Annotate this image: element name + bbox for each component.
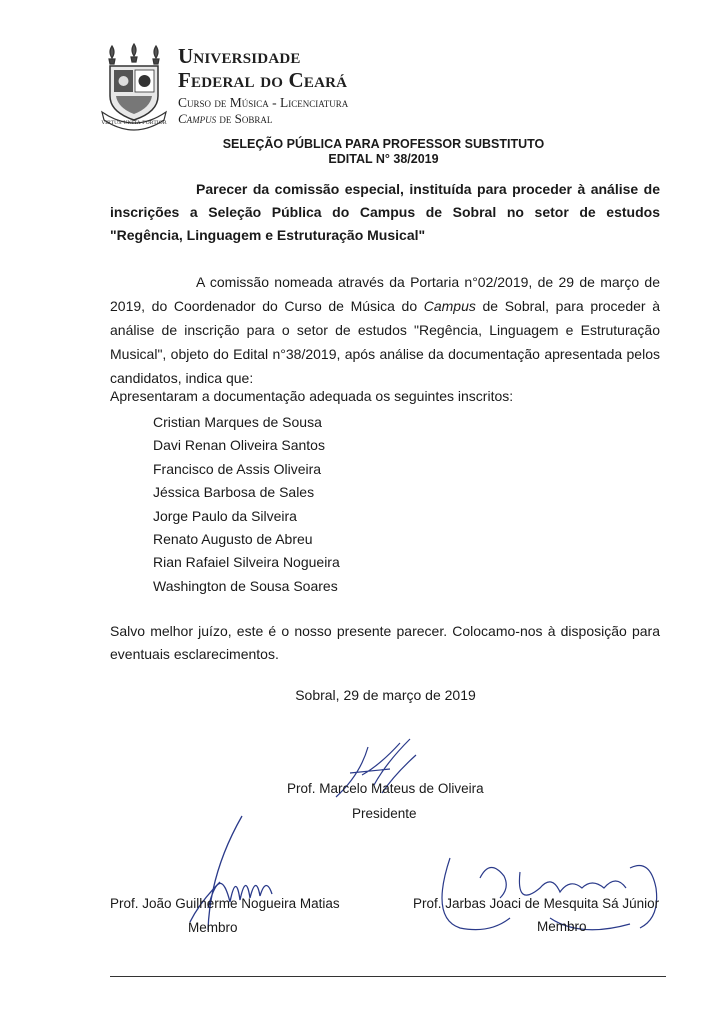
campus-name: Campus de Sobral [178, 110, 273, 126]
member1-role: Membro [188, 920, 238, 935]
selection-title-block [0, 137, 723, 167]
candidates-intro: Apresentaram a documentação adequada os seguintes inscritos: [110, 388, 514, 404]
edital-number: EDITAL N° 38/2019 [328, 152, 439, 166]
list-item: Jorge Paulo da Silveira [153, 507, 297, 524]
footer-divider [110, 976, 666, 977]
list-item: Jéssica Barbosa de Sales [153, 484, 315, 501]
crest-motto-text: VIRTUS UNITA FORTIOR [101, 120, 167, 126]
list-item: Cristian Marques de Sousa [153, 414, 322, 430]
president-role: Presidente [352, 806, 417, 821]
member1-name: Prof. João Guilherme Nogueira Matias [110, 896, 340, 911]
selection-title: SELEÇÃO PÚBLICA PARA PROFESSOR SUBSTITUTO [222, 137, 545, 151]
member2-role: Membro [537, 919, 587, 934]
university-name-line1: Universidade [178, 44, 301, 68]
list-item: Washington de Sousa Soares [153, 577, 338, 594]
list-item: Renato Augusto de Abreu [153, 531, 313, 548]
university-crest-logo [100, 42, 168, 134]
signature-member-joao [180, 812, 290, 932]
parecer-heading: Parecer da comissão especial, instituída para proceder à análise de inscrições a Seleção Pública do Campus de Sobral no setor de estudos "Regência, Linguagem e Estruturação Musical" [110, 181, 660, 243]
closing-paragraph: Salvo melhor juízo, este é o nosso presente parecer. Colocamo-nos à disposição para eventuais esclarecimentos. [110, 623, 660, 662]
candidate-list [153, 411, 340, 598]
list-item: Francisco de Assis Oliveira [153, 460, 322, 477]
university-name-line2: Federal do Ceará [178, 68, 348, 92]
list-item: Rian Rafaiel Silveira Nogueira [153, 554, 340, 571]
list-item: Davi Renan Oliveira Santos [153, 437, 325, 454]
university-header [178, 46, 348, 125]
president-name: Prof. Marcelo Mateus de Oliveira [287, 781, 484, 796]
body-paragraph: A comissão nomeada através da Portaria n°02/2019, de 29 de março de 2019, do Coordenador do Curso de Música do Campus de Sobral, para proceder à análise de inscrição para o setor de estudos "Regência, Linguagem e Estruturação Musical", objeto do Edital n°38/2019, após análise da documentação apresentada pelos candidatos, indica que: [110, 274, 660, 386]
course-name: Curso de Música - Licenciatura [178, 95, 349, 110]
member2-name: Prof. Jarbas Joaci de Mesquita Sá Júnior [413, 896, 660, 911]
place-date: Sobral, 29 de março de 2019 [295, 687, 476, 703]
